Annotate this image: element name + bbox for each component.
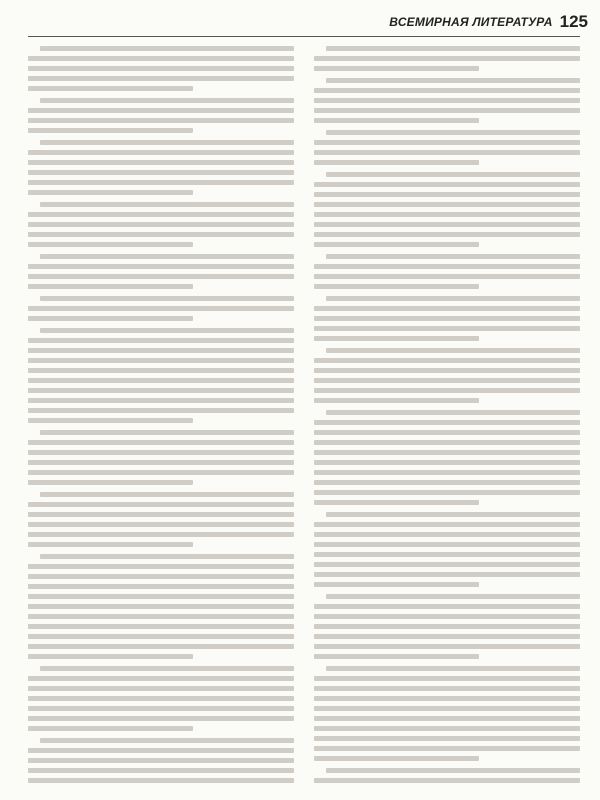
paragraph [28,202,294,247]
paragraph [28,296,294,321]
text-line [314,542,580,547]
text-line [314,480,580,485]
text-line [326,594,580,599]
text-line [326,410,580,415]
paragraph [314,130,580,165]
text-line [314,604,580,609]
text-line [314,98,580,103]
text-line [28,512,294,517]
text-line [28,470,294,475]
text-line [40,98,294,103]
paragraph [28,666,294,731]
text-line [326,296,580,301]
text-line [28,274,294,279]
text-line [314,326,580,331]
text-line [314,378,580,383]
text-line [28,76,294,81]
text-line [314,654,479,659]
text-line [314,746,580,751]
text-line [28,716,294,721]
text-line [314,440,580,445]
text-line [40,738,294,743]
text-line [314,398,479,403]
text-line [28,676,294,681]
text-line [314,118,479,123]
text-line [28,768,294,773]
text-line [314,470,580,475]
text-line [40,202,294,207]
text-line [314,108,580,113]
paragraph [28,46,294,91]
text-line [28,440,294,445]
text-line [28,594,294,599]
text-line [326,254,580,259]
text-line [314,490,580,495]
text-line [28,398,294,403]
text-line [314,532,580,537]
paragraph [28,254,294,289]
right-text-column [314,42,580,787]
text-line [314,582,479,587]
text-line [314,460,580,465]
text-line [28,242,193,247]
text-line [28,460,294,465]
paragraph [28,140,294,195]
text-line [28,128,193,133]
text-line [314,644,580,649]
text-line [28,66,294,71]
text-line [28,284,193,289]
page-number: 125 [559,12,588,31]
header-rule [28,36,580,37]
text-line [314,192,580,197]
text-line [326,172,580,177]
text-line [314,150,580,155]
left-text-column [28,42,294,787]
text-line [28,584,294,589]
text-line [28,532,294,537]
text-line [326,666,580,671]
paragraph [28,554,294,659]
text-line [326,78,580,83]
paragraph [28,492,294,547]
running-head-title: ВСЕМИРНАЯ ЛИТЕРАТУРА [389,15,553,29]
paragraph [314,172,580,247]
text-line [28,758,294,763]
paragraph [314,594,580,659]
text-line [28,502,294,507]
text-line [314,614,580,619]
text-line [314,552,580,557]
text-line [28,180,294,185]
text-line [28,348,294,353]
text-line [40,492,294,497]
text-line [314,706,580,711]
text-line [314,368,580,373]
text-line [28,212,294,217]
text-line [28,418,193,423]
paragraph [314,254,580,289]
text-line [314,778,580,783]
text-line [28,614,294,619]
text-line [314,450,580,455]
text-line [28,338,294,343]
text-line [314,726,580,731]
text-line [314,306,580,311]
text-line [314,222,580,227]
text-line [326,130,580,135]
text-line [28,778,294,783]
text-line [28,748,294,753]
text-line [28,118,294,123]
text-line [28,706,294,711]
text-line [40,666,294,671]
paragraph [314,78,580,123]
text-line [314,140,580,145]
text-line [314,232,580,237]
text-line [314,756,479,761]
text-line [314,358,580,363]
text-line [28,542,193,547]
text-line [40,296,294,301]
paragraph [28,328,294,423]
text-line [28,306,294,311]
paragraph [314,512,580,587]
text-line [40,328,294,333]
paragraph [28,738,294,787]
text-line [28,522,294,527]
paragraph [314,410,580,505]
text-line [314,430,580,435]
text-line [28,170,294,175]
text-line [314,336,479,341]
text-line [28,264,294,269]
text-line [314,284,479,289]
text-line [314,420,580,425]
text-line [314,274,580,279]
text-line [28,564,294,569]
text-line [28,686,294,691]
text-line [314,522,580,527]
text-line [314,500,479,505]
text-line [326,46,580,51]
text-line [28,56,294,61]
text-line [40,46,294,51]
text-line [314,316,580,321]
text-line [314,634,580,639]
text-line [326,348,580,353]
text-line [314,736,580,741]
text-line [28,368,294,373]
text-line [28,450,294,455]
text-line [28,190,193,195]
text-line [28,358,294,363]
text-line [28,644,294,649]
text-line [28,160,294,165]
text-line [28,480,193,485]
text-line [28,408,294,413]
text-line [314,212,580,217]
text-line [40,554,294,559]
text-line [28,604,294,609]
text-line [314,696,580,701]
text-line [314,182,580,187]
text-line [314,160,479,165]
text-line [28,378,294,383]
text-line [314,264,580,269]
paragraph [314,348,580,403]
text-line [314,676,580,681]
text-line [28,222,294,227]
text-line [28,150,294,155]
text-line [28,86,193,91]
text-line [326,768,580,773]
text-line [28,696,294,701]
text-line [314,202,580,207]
text-line [314,716,580,721]
text-line [314,624,580,629]
text-line [28,574,294,579]
text-line [40,140,294,145]
text-line [28,108,294,113]
paragraph [314,296,580,341]
paragraph [28,430,294,485]
paragraph [314,768,580,787]
text-line [28,388,294,393]
paragraph [314,666,580,761]
text-line [28,232,294,237]
text-line [314,686,580,691]
text-line [314,66,479,71]
text-line [314,562,580,567]
running-head [308,10,588,34]
paragraph [314,46,580,71]
text-line [40,254,294,259]
text-line [314,56,580,61]
text-line [28,726,193,731]
text-line [28,654,193,659]
text-line [326,512,580,517]
text-line [28,316,193,321]
text-line [28,634,294,639]
text-line [314,88,580,93]
text-line [28,624,294,629]
text-line [40,430,294,435]
text-line [314,572,580,577]
text-line [314,242,479,247]
text-line [314,388,580,393]
paragraph [28,98,294,133]
